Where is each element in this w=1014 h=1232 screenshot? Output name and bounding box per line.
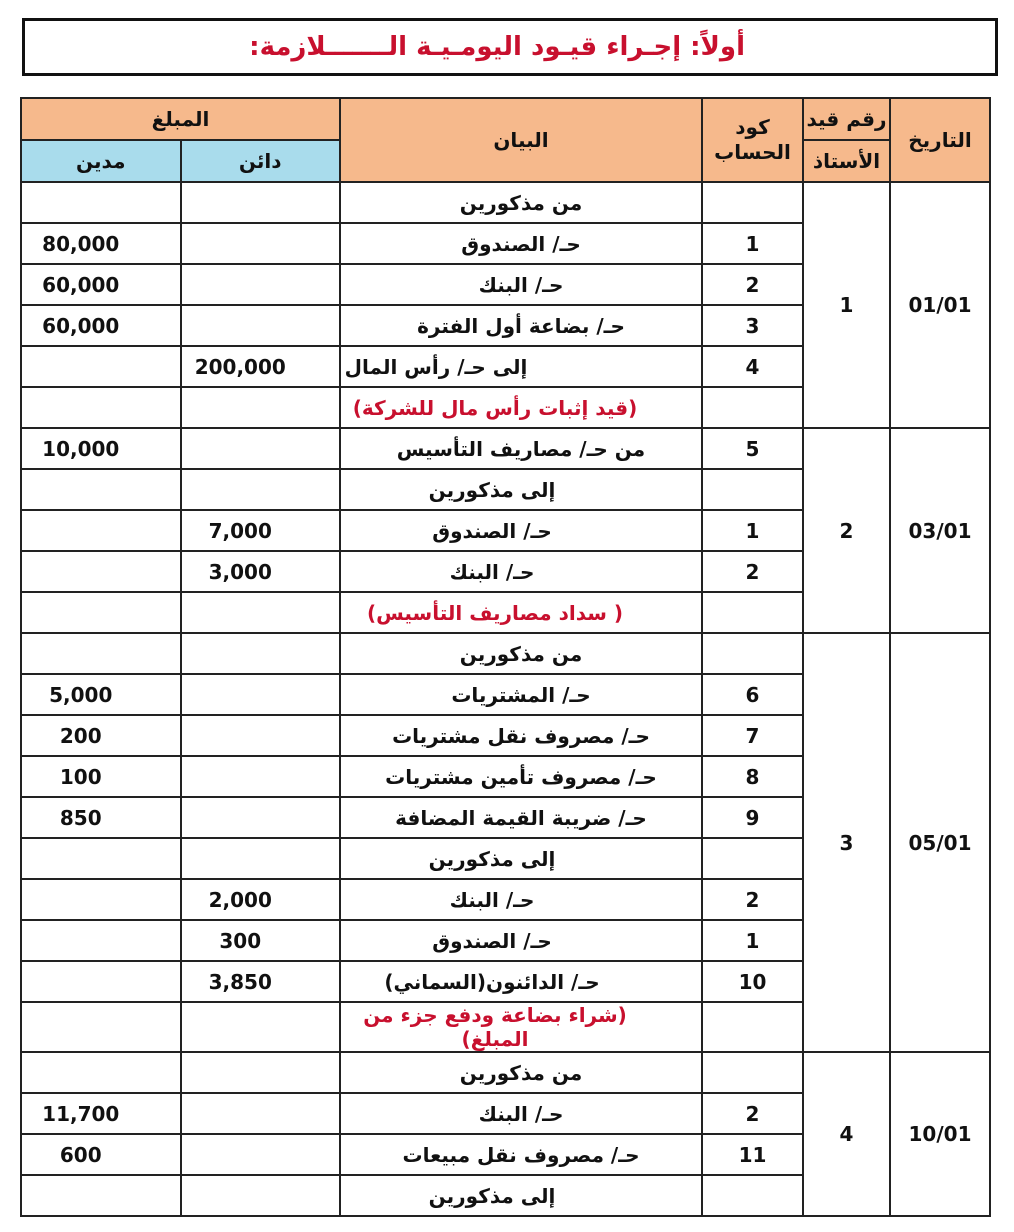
account-code <box>702 592 803 633</box>
header-ledger: الأستاذ <box>803 140 890 182</box>
statement-text: حـ/ الصندوق <box>340 223 702 264</box>
account-code: 9 <box>702 797 803 838</box>
entry-description: (قيد إثبات رأس مال للشركة) <box>340 387 702 428</box>
statement-text: حـ/ الصندوق <box>340 920 702 961</box>
debit-amount <box>21 182 181 223</box>
entry-description: ( سداد مصاريف التأسيس) <box>340 592 702 633</box>
credit-amount: 3,850 <box>181 961 341 1002</box>
account-code <box>702 838 803 879</box>
statement-text: حـ/ الدائنون(السماني) <box>340 961 702 1002</box>
statement-text: حـ/ مصروف نقل مشتريات <box>340 715 702 756</box>
credit-amount <box>181 305 341 346</box>
journal-row <box>21 428 990 469</box>
credit-amount <box>181 223 341 264</box>
account-code: 2 <box>702 879 803 920</box>
statement-text: من مذكورين <box>340 182 702 223</box>
debit-amount <box>21 346 181 387</box>
entry-date: 05/01 <box>890 633 990 1052</box>
debit-amount: 100 <box>21 756 181 797</box>
credit-amount <box>181 1134 341 1175</box>
account-code: 5 <box>702 428 803 469</box>
debit-amount <box>21 879 181 920</box>
account-code: 3 <box>702 305 803 346</box>
statement-text: حـ/ ضريبة القيمة المضافة <box>340 797 702 838</box>
page-title: أولاً: إجـراء قيـود اليومـيـة الـــــــلازمة: <box>249 32 745 62</box>
debit-amount: 60,000 <box>21 305 181 346</box>
account-code: 6 <box>702 674 803 715</box>
header-credit: دائن <box>181 140 341 182</box>
entry-number: 2 <box>803 428 890 633</box>
account-code: 2 <box>702 264 803 305</box>
credit-amount <box>181 1052 341 1093</box>
credit-amount: 200,000 <box>181 346 341 387</box>
credit-amount <box>181 592 341 633</box>
statement-text: من مذكورين <box>340 633 702 674</box>
header-date: التاريخ <box>890 98 990 182</box>
header-debit: مدين <box>21 140 181 182</box>
header-account-code: كود الحساب <box>702 98 803 182</box>
credit-amount: 7,000 <box>181 510 341 551</box>
account-code: 8 <box>702 756 803 797</box>
entry-number: 3 <box>803 633 890 1052</box>
debit-amount: 5,000 <box>21 674 181 715</box>
account-code: 10 <box>702 961 803 1002</box>
journal-row <box>21 182 990 223</box>
statement-text: إلى مذكورين <box>340 838 702 879</box>
credit-amount <box>181 674 341 715</box>
journal-row <box>21 633 990 674</box>
debit-amount <box>21 961 181 1002</box>
debit-amount <box>21 1052 181 1093</box>
credit-amount <box>181 1002 341 1052</box>
statement-text: من مذكورين <box>340 1052 702 1093</box>
account-code: 7 <box>702 715 803 756</box>
account-code: 1 <box>702 920 803 961</box>
account-code <box>702 1002 803 1052</box>
title-box <box>22 18 998 76</box>
account-code: 1 <box>702 223 803 264</box>
debit-amount: 10,000 <box>21 428 181 469</box>
credit-amount <box>181 838 341 879</box>
credit-amount <box>181 797 341 838</box>
header-amount: المبلغ <box>21 98 340 140</box>
debit-amount: 850 <box>21 797 181 838</box>
statement-text: حـ/ الصندوق <box>340 510 702 551</box>
credit-amount <box>181 182 341 223</box>
debit-amount <box>21 469 181 510</box>
account-code <box>702 182 803 223</box>
debit-amount <box>21 592 181 633</box>
entry-date: 10/01 <box>890 1052 990 1216</box>
account-code <box>702 1175 803 1216</box>
credit-amount <box>181 469 341 510</box>
statement-text: حـ/ البنك <box>340 264 702 305</box>
account-code: 4 <box>702 346 803 387</box>
debit-amount: 60,000 <box>21 264 181 305</box>
journal-table <box>20 97 991 1217</box>
debit-amount <box>21 838 181 879</box>
account-code <box>702 387 803 428</box>
account-code: 2 <box>702 1093 803 1134</box>
credit-amount <box>181 428 341 469</box>
statement-text: إلى حـ/ رأس المال <box>340 346 702 387</box>
entry-date: 03/01 <box>890 428 990 633</box>
statement-text: حـ/ المشتريات <box>340 674 702 715</box>
debit-amount <box>21 510 181 551</box>
credit-amount <box>181 264 341 305</box>
statement-text: حـ/ مصروف نقل مبيعات <box>340 1134 702 1175</box>
entry-number: 1 <box>803 182 890 428</box>
debit-amount: 600 <box>21 1134 181 1175</box>
header-statement: البيان <box>340 98 702 182</box>
credit-amount <box>181 387 341 428</box>
account-code <box>702 1052 803 1093</box>
credit-amount <box>181 1175 341 1216</box>
debit-amount <box>21 1002 181 1052</box>
debit-amount <box>21 1175 181 1216</box>
account-code: 11 <box>702 1134 803 1175</box>
account-code: 1 <box>702 510 803 551</box>
account-code <box>702 469 803 510</box>
credit-amount <box>181 633 341 674</box>
journal-body <box>21 182 990 1216</box>
debit-amount <box>21 920 181 961</box>
statement-text: من حـ/ مصاريف التأسيس <box>340 428 702 469</box>
statement-text: حـ/ البنك <box>340 551 702 592</box>
debit-amount <box>21 551 181 592</box>
credit-amount <box>181 715 341 756</box>
account-code: 2 <box>702 551 803 592</box>
header-entry-no: رقم قيد <box>803 98 890 140</box>
credit-amount: 2,000 <box>181 879 341 920</box>
entry-date: 01/01 <box>890 182 990 428</box>
debit-amount: 80,000 <box>21 223 181 264</box>
credit-amount: 300 <box>181 920 341 961</box>
statement-text: إلى مذكورين <box>340 469 702 510</box>
debit-amount: 200 <box>21 715 181 756</box>
entry-description: (شراء بضاعة ودفع جزء من المبلغ) <box>340 1002 702 1052</box>
statement-text: حـ/ البنك <box>340 879 702 920</box>
debit-amount <box>21 387 181 428</box>
statement-text: حـ/ مصروف تأمين مشتريات <box>340 756 702 797</box>
statement-text: حـ/ البنك <box>340 1093 702 1134</box>
journal-row <box>21 1052 990 1093</box>
statement-text: إلى مذكورين <box>340 1175 702 1216</box>
credit-amount <box>181 1093 341 1134</box>
statement-text: حـ/ بضاعة أول الفترة <box>340 305 702 346</box>
account-code <box>702 633 803 674</box>
credit-amount: 3,000 <box>181 551 341 592</box>
credit-amount <box>181 756 341 797</box>
entry-number: 4 <box>803 1052 890 1216</box>
debit-amount <box>21 633 181 674</box>
debit-amount: 11,700 <box>21 1093 181 1134</box>
